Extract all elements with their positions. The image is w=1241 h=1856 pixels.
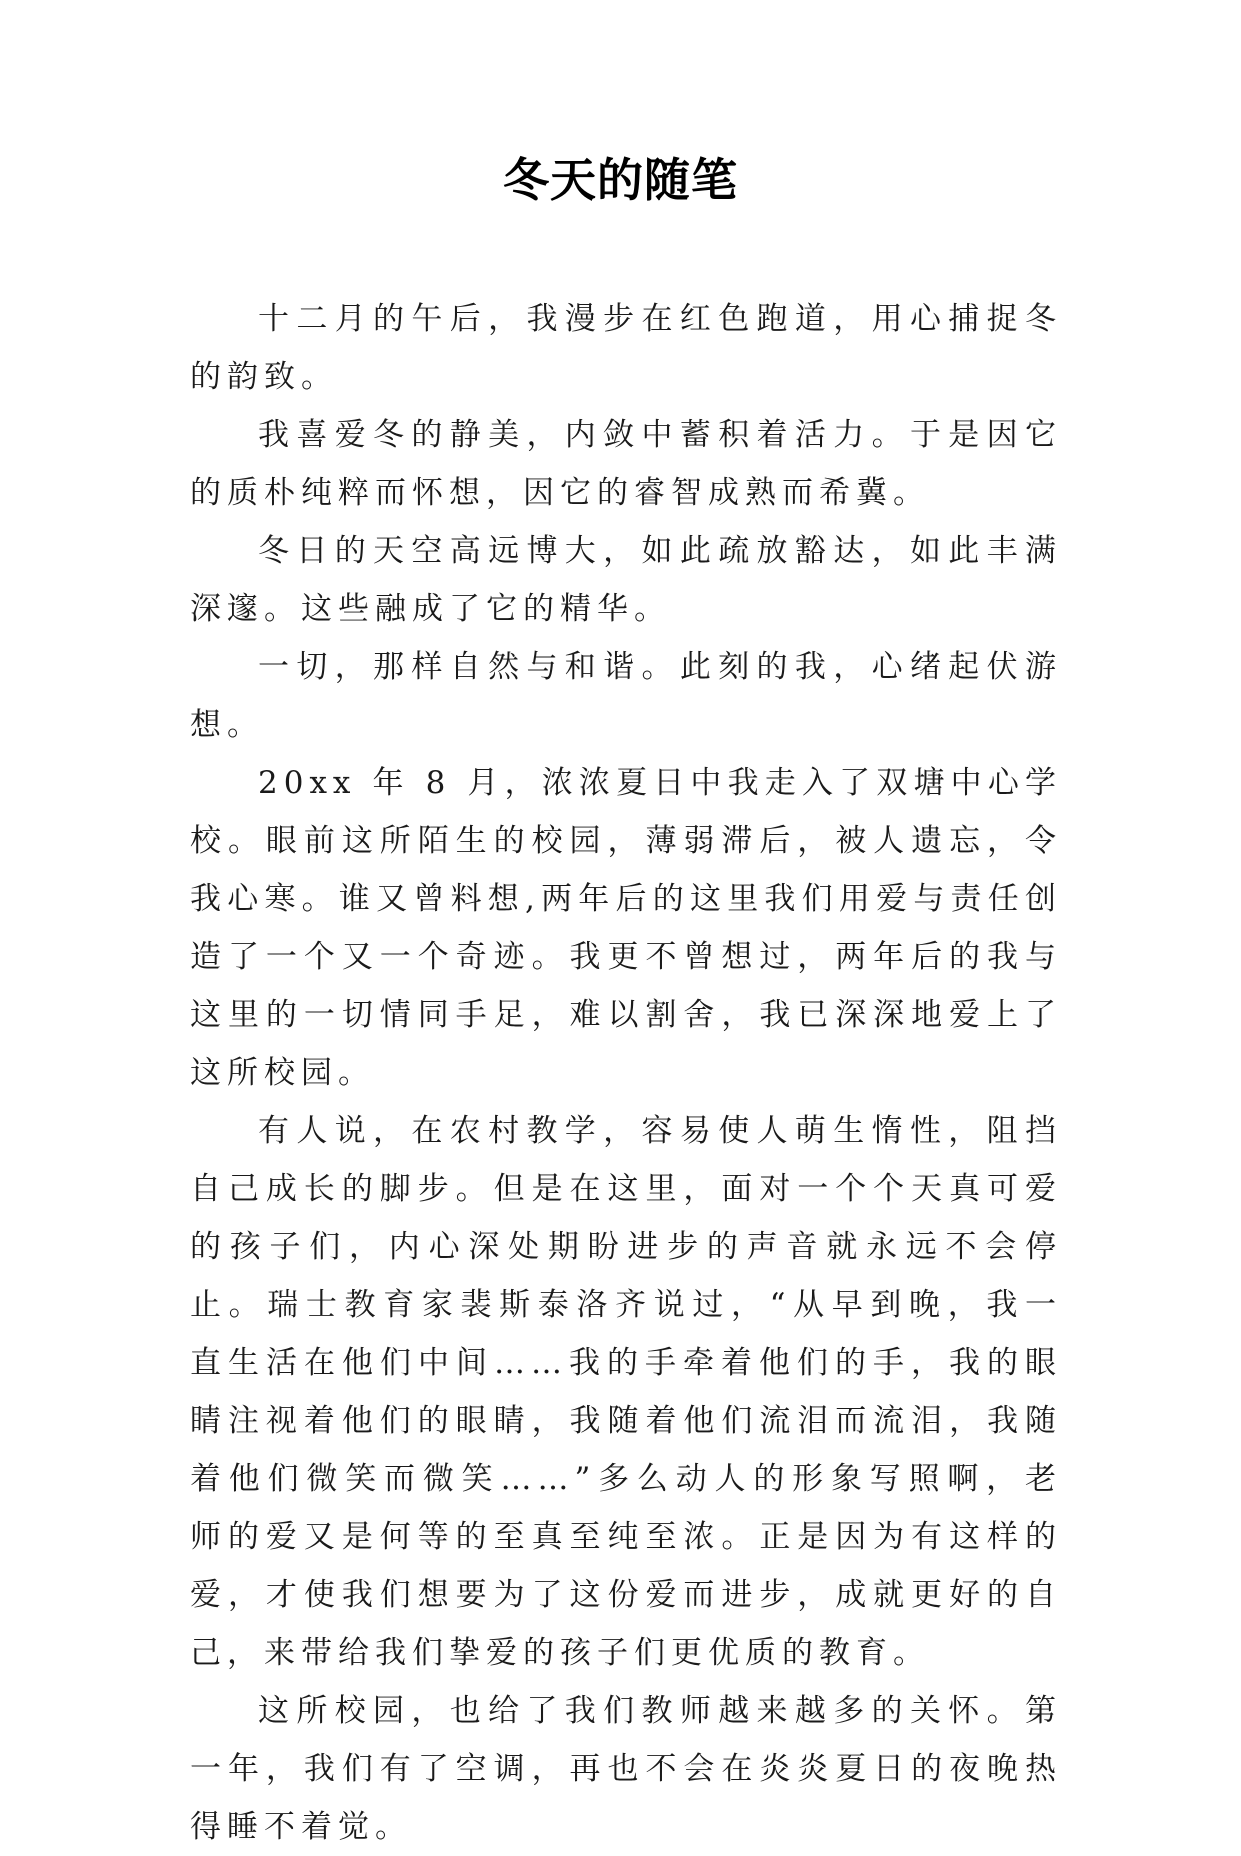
- document-body: [190, 290, 1062, 1856]
- paragraph-6: 有人说，在农村教学，容易使人萌生惰性，阻挡自己成长的脚步。但是在这里，面对一个个天真可爱的孩子们，内心深处期盼进步的声音就永远不会停止。瑞士教育家裴斯泰洛齐说过，“从早到晚，我一直生活在他们中间……我的手牵着他们的手，我的眼睛注视着他们的眼睛，我随着他们流泪而流泪，我随着他们微笑而微笑……”多么动人的形象写照啊，老师的爱又是何等的至真至纯至浓。正是因为有这样的爱，才使我们想要为了这份爱而进步，成就更好的自己，来带给我们挚爱的孩子们更优质的教育。: [190, 1113, 1062, 1671]
- paragraph-4: 一切，那样自然与和谐。此刻的我，心绪起伏游想。: [190, 649, 1062, 743]
- paragraph-2: 我喜爱冬的静美，内敛中蓄积着活力。于是因它的质朴纯粹而怀想，因它的睿智成熟而希冀。: [190, 417, 1062, 511]
- paragraph-5: 20xx 年 8 月，浓浓夏日中我走入了双塘中心学校。眼前这所陌生的校园，薄弱滞后，被人遗忘，令我心寒。谁又曾料想,两年后的这里我们用爱与责任创造了一个又一个奇迹。我更不曾想过，两年后的我与这里的一切情同手足，难以割舍，我已深深地爱上了这所校园。: [190, 765, 1062, 1091]
- paragraph-7: 这所校园，也给了我们教师越来越多的关怀。第一年，我们有了空调，再也不会在炎炎夏日的夜晚热得睡不着觉。: [190, 1693, 1062, 1845]
- paragraph-3: 冬日的天空高远博大，如此疏放豁达，如此丰满深邃。这些融成了它的精华。: [190, 533, 1062, 627]
- paragraph-1: 十二月的午后，我漫步在红色跑道，用心捕捉冬的韵致。: [190, 301, 1062, 395]
- document-title: 冬天的随笔: [503, 153, 738, 207]
